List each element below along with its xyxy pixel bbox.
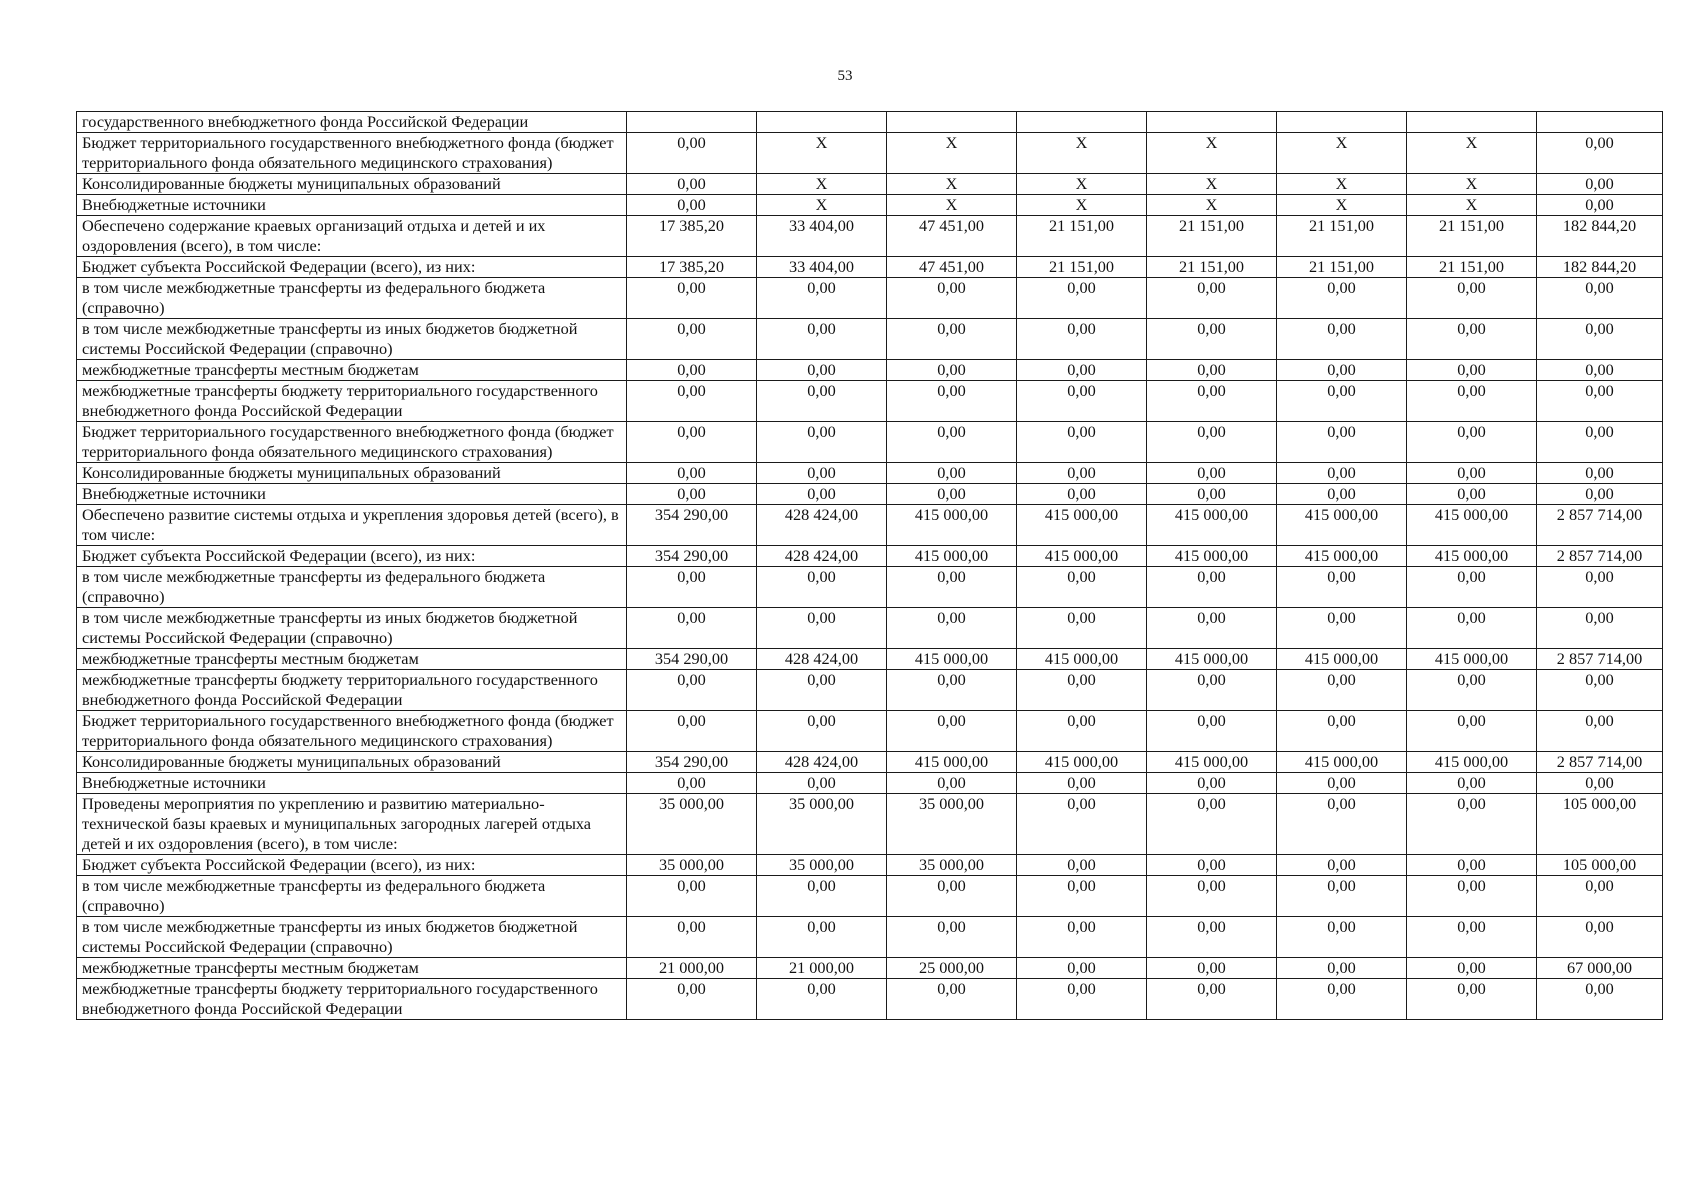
- table-row: [77, 876, 1663, 917]
- value-cell: 0,00: [1277, 876, 1407, 917]
- value-cell: 0,00: [1537, 360, 1663, 381]
- table-row: [77, 381, 1663, 422]
- table-row: [77, 484, 1663, 505]
- value-cell: 0,00: [1407, 608, 1537, 649]
- row-label: в том числе межбюджетные трансферты из федерального бюджета (справочно): [77, 876, 627, 917]
- value-cell: X: [1277, 195, 1407, 216]
- value-cell: 0,00: [1017, 670, 1147, 711]
- value-cell: 428 424,00: [757, 649, 887, 670]
- value-cell: 0,00: [1407, 876, 1537, 917]
- value-cell: 0,00: [627, 463, 757, 484]
- value-cell: 47 451,00: [887, 257, 1017, 278]
- value-cell: 0,00: [1147, 794, 1277, 855]
- value-cell: 21 151,00: [1277, 216, 1407, 257]
- value-cell: 33 404,00: [757, 257, 887, 278]
- table-row: [77, 649, 1663, 670]
- value-cell: 0,00: [1017, 794, 1147, 855]
- value-cell: 0,00: [1537, 484, 1663, 505]
- value-cell: 415 000,00: [1277, 505, 1407, 546]
- table-row: [77, 319, 1663, 360]
- value-cell: 0,00: [627, 567, 757, 608]
- value-cell: 0,00: [1147, 876, 1277, 917]
- table-row: [77, 773, 1663, 794]
- table-row: [77, 670, 1663, 711]
- value-cell: 0,00: [1277, 917, 1407, 958]
- value-cell: 0,00: [1147, 711, 1277, 752]
- value-cell: 0,00: [1537, 711, 1663, 752]
- value-cell: 354 290,00: [627, 546, 757, 567]
- table-row: [77, 855, 1663, 876]
- value-cell: 415 000,00: [1147, 546, 1277, 567]
- value-cell: 0,00: [1147, 608, 1277, 649]
- value-cell: 0,00: [757, 608, 887, 649]
- value-cell: 0,00: [1017, 360, 1147, 381]
- value-cell: 415 000,00: [1277, 649, 1407, 670]
- value-cell: 0,00: [887, 278, 1017, 319]
- value-cell: 0,00: [1407, 422, 1537, 463]
- value-cell: 0,00: [887, 876, 1017, 917]
- row-label: государственного внебюджетного фонда Российской Федерации: [77, 112, 627, 133]
- value-cell: 0,00: [757, 360, 887, 381]
- value-cell: 0,00: [1277, 670, 1407, 711]
- value-cell: 0,00: [627, 360, 757, 381]
- value-cell: 35 000,00: [887, 794, 1017, 855]
- table-row: [77, 505, 1663, 546]
- page-number: 53: [837, 68, 853, 84]
- value-cell: 67 000,00: [1537, 958, 1663, 979]
- row-label: Бюджет территориального государственного внебюджетного фонда (бюджет территориального фонда обязательного медицинского страхования): [77, 133, 627, 174]
- value-cell: 0,00: [1407, 567, 1537, 608]
- value-cell: X: [1407, 133, 1537, 174]
- value-cell: 33 404,00: [757, 216, 887, 257]
- value-cell: 35 000,00: [887, 855, 1017, 876]
- value-cell: 0,00: [1537, 319, 1663, 360]
- value-cell: 0,00: [887, 319, 1017, 360]
- value-cell: [1537, 112, 1663, 133]
- value-cell: 415 000,00: [887, 505, 1017, 546]
- value-cell: 0,00: [887, 608, 1017, 649]
- table-row: [77, 360, 1663, 381]
- table-row: [77, 463, 1663, 484]
- value-cell: 0,00: [1147, 979, 1277, 1020]
- value-cell: 0,00: [1147, 278, 1277, 319]
- row-label: Проведены мероприятия по укреплению и развитию материально-технической базы краевых и муниципальных загородных лагерей отдыха детей и их оздоровления (всего), в том числе:: [77, 794, 627, 855]
- table-row: [77, 567, 1663, 608]
- table-row: [77, 112, 1663, 133]
- value-cell: 415 000,00: [1147, 752, 1277, 773]
- row-label: Бюджет территориального государственного внебюджетного фонда (бюджет территориального фонда обязательного медицинского страхования): [77, 711, 627, 752]
- value-cell: 415 000,00: [1407, 649, 1537, 670]
- row-label: в том числе межбюджетные трансферты из иных бюджетов бюджетной системы Российской Федерации (справочно): [77, 608, 627, 649]
- value-cell: 0,00: [1147, 855, 1277, 876]
- value-cell: 415 000,00: [1017, 649, 1147, 670]
- value-cell: 0,00: [627, 917, 757, 958]
- value-cell: 0,00: [1277, 773, 1407, 794]
- value-cell: 0,00: [1537, 174, 1663, 195]
- value-cell: 0,00: [1537, 133, 1663, 174]
- value-cell: 105 000,00: [1537, 794, 1663, 855]
- value-cell: 0,00: [757, 567, 887, 608]
- value-cell: X: [1407, 195, 1537, 216]
- value-cell: 354 290,00: [627, 505, 757, 546]
- value-cell: 415 000,00: [1407, 546, 1537, 567]
- row-label: в том числе межбюджетные трансферты из федерального бюджета (справочно): [77, 278, 627, 319]
- value-cell: 415 000,00: [1407, 752, 1537, 773]
- value-cell: [1407, 112, 1537, 133]
- value-cell: 0,00: [887, 422, 1017, 463]
- table-row: [77, 257, 1663, 278]
- value-cell: 0,00: [1277, 381, 1407, 422]
- value-cell: 0,00: [1147, 484, 1277, 505]
- value-cell: [757, 112, 887, 133]
- value-cell: 0,00: [887, 567, 1017, 608]
- value-cell: 0,00: [1017, 773, 1147, 794]
- value-cell: 415 000,00: [1407, 505, 1537, 546]
- value-cell: X: [1017, 133, 1147, 174]
- value-cell: 0,00: [1407, 381, 1537, 422]
- value-cell: 0,00: [1277, 567, 1407, 608]
- value-cell: 0,00: [1537, 876, 1663, 917]
- budget-table: [76, 111, 1663, 1020]
- value-cell: 21 151,00: [1017, 216, 1147, 257]
- value-cell: 21 000,00: [757, 958, 887, 979]
- value-cell: 2 857 714,00: [1537, 649, 1663, 670]
- value-cell: 0,00: [1407, 463, 1537, 484]
- value-cell: 35 000,00: [627, 794, 757, 855]
- value-cell: 47 451,00: [887, 216, 1017, 257]
- value-cell: 0,00: [1147, 360, 1277, 381]
- row-label: Бюджет субъекта Российской Федерации (всего), из них:: [77, 855, 627, 876]
- row-label: межбюджетные трансферты бюджету территориального государственного внебюджетного фонда Российской Федерации: [77, 381, 627, 422]
- value-cell: 0,00: [757, 773, 887, 794]
- value-cell: 0,00: [1017, 876, 1147, 917]
- value-cell: 0,00: [887, 381, 1017, 422]
- table-row: [77, 133, 1663, 174]
- value-cell: 0,00: [1017, 463, 1147, 484]
- table-row: [77, 174, 1663, 195]
- value-cell: 21 151,00: [1277, 257, 1407, 278]
- value-cell: 25 000,00: [887, 958, 1017, 979]
- value-cell: [1147, 112, 1277, 133]
- value-cell: 0,00: [1017, 381, 1147, 422]
- value-cell: 2 857 714,00: [1537, 546, 1663, 567]
- row-label: Внебюджетные источники: [77, 773, 627, 794]
- value-cell: 0,00: [627, 876, 757, 917]
- value-cell: 0,00: [627, 133, 757, 174]
- row-label: Консолидированные бюджеты муниципальных образований: [77, 463, 627, 484]
- value-cell: 415 000,00: [1017, 546, 1147, 567]
- value-cell: 0,00: [887, 484, 1017, 505]
- value-cell: 0,00: [627, 979, 757, 1020]
- value-cell: 0,00: [757, 711, 887, 752]
- value-cell: X: [757, 174, 887, 195]
- row-label: межбюджетные трансферты местным бюджетам: [77, 360, 627, 381]
- value-cell: 354 290,00: [627, 649, 757, 670]
- value-cell: 0,00: [1407, 855, 1537, 876]
- value-cell: 0,00: [757, 463, 887, 484]
- value-cell: 21 151,00: [1147, 257, 1277, 278]
- value-cell: 0,00: [1017, 855, 1147, 876]
- value-cell: 0,00: [1537, 608, 1663, 649]
- row-label: Консолидированные бюджеты муниципальных образований: [77, 752, 627, 773]
- value-cell: 0,00: [1407, 670, 1537, 711]
- table-row: [77, 278, 1663, 319]
- value-cell: 0,00: [1277, 484, 1407, 505]
- row-label: межбюджетные трансферты бюджету территориального государственного внебюджетного фонда Российской Федерации: [77, 979, 627, 1020]
- value-cell: [1277, 112, 1407, 133]
- value-cell: 21 151,00: [1147, 216, 1277, 257]
- value-cell: 415 000,00: [887, 649, 1017, 670]
- value-cell: 0,00: [1277, 463, 1407, 484]
- value-cell: X: [1277, 133, 1407, 174]
- value-cell: 21 151,00: [1407, 216, 1537, 257]
- value-cell: 0,00: [1537, 278, 1663, 319]
- value-cell: 0,00: [757, 670, 887, 711]
- value-cell: 105 000,00: [1537, 855, 1663, 876]
- value-cell: 0,00: [1407, 773, 1537, 794]
- row-label: в том числе межбюджетные трансферты из иных бюджетов бюджетной системы Российской Федерации (справочно): [77, 917, 627, 958]
- value-cell: 0,00: [1407, 484, 1537, 505]
- value-cell: 0,00: [1017, 917, 1147, 958]
- row-label: в том числе межбюджетные трансферты из федерального бюджета (справочно): [77, 567, 627, 608]
- value-cell: 415 000,00: [1147, 649, 1277, 670]
- value-cell: 0,00: [627, 711, 757, 752]
- value-cell: 415 000,00: [1277, 752, 1407, 773]
- value-cell: X: [1147, 174, 1277, 195]
- value-cell: 0,00: [1407, 360, 1537, 381]
- value-cell: 0,00: [1537, 670, 1663, 711]
- value-cell: 0,00: [1147, 567, 1277, 608]
- value-cell: 0,00: [1537, 917, 1663, 958]
- value-cell: 0,00: [1277, 319, 1407, 360]
- value-cell: X: [887, 195, 1017, 216]
- value-cell: 0,00: [1017, 278, 1147, 319]
- value-cell: 182 844,20: [1537, 216, 1663, 257]
- value-cell: 2 857 714,00: [1537, 752, 1663, 773]
- value-cell: 0,00: [1537, 422, 1663, 463]
- value-cell: X: [1017, 195, 1147, 216]
- table-row: [77, 958, 1663, 979]
- value-cell: 0,00: [1407, 958, 1537, 979]
- value-cell: [1017, 112, 1147, 133]
- value-cell: 0,00: [757, 979, 887, 1020]
- row-label: в том числе межбюджетные трансферты из иных бюджетов бюджетной системы Российской Федерации (справочно): [77, 319, 627, 360]
- value-cell: X: [757, 133, 887, 174]
- value-cell: 0,00: [887, 463, 1017, 484]
- value-cell: 0,00: [1017, 979, 1147, 1020]
- value-cell: 0,00: [1407, 711, 1537, 752]
- value-cell: 0,00: [1537, 773, 1663, 794]
- value-cell: 0,00: [887, 360, 1017, 381]
- value-cell: 0,00: [1537, 195, 1663, 216]
- value-cell: 0,00: [887, 979, 1017, 1020]
- value-cell: 0,00: [627, 773, 757, 794]
- value-cell: 0,00: [757, 484, 887, 505]
- row-label: Обеспечено развитие системы отдыха и укрепления здоровья детей (всего), в том числе:: [77, 505, 627, 546]
- value-cell: 415 000,00: [1147, 505, 1277, 546]
- value-cell: 0,00: [757, 319, 887, 360]
- value-cell: 2 857 714,00: [1537, 505, 1663, 546]
- value-cell: 0,00: [1147, 917, 1277, 958]
- value-cell: X: [1147, 195, 1277, 216]
- value-cell: 0,00: [627, 319, 757, 360]
- value-cell: 0,00: [1277, 360, 1407, 381]
- row-label: межбюджетные трансферты местным бюджетам: [77, 958, 627, 979]
- value-cell: 0,00: [1537, 567, 1663, 608]
- value-cell: X: [1407, 174, 1537, 195]
- value-cell: 0,00: [627, 484, 757, 505]
- value-cell: 0,00: [1147, 422, 1277, 463]
- table-row: [77, 794, 1663, 855]
- value-cell: 0,00: [627, 174, 757, 195]
- value-cell: 17 385,20: [627, 257, 757, 278]
- value-cell: 0,00: [1147, 958, 1277, 979]
- table-body: [77, 112, 1663, 1020]
- row-label: Обеспечено содержание краевых организаций отдыха и детей и их оздоровления (всего), в том числе:: [77, 216, 627, 257]
- value-cell: X: [1147, 133, 1277, 174]
- value-cell: 0,00: [1407, 979, 1537, 1020]
- table-row: [77, 979, 1663, 1020]
- row-label: Бюджет территориального государственного внебюджетного фонда (бюджет территориального фонда обязательного медицинского страхования): [77, 422, 627, 463]
- row-label: межбюджетные трансферты бюджету территориального государственного внебюджетного фонда Российской Федерации: [77, 670, 627, 711]
- row-label: Консолидированные бюджеты муниципальных образований: [77, 174, 627, 195]
- value-cell: 0,00: [757, 917, 887, 958]
- value-cell: 35 000,00: [757, 855, 887, 876]
- value-cell: 0,00: [1277, 608, 1407, 649]
- value-cell: 0,00: [1147, 319, 1277, 360]
- value-cell: 0,00: [1537, 381, 1663, 422]
- value-cell: 0,00: [1017, 484, 1147, 505]
- value-cell: 35 000,00: [757, 794, 887, 855]
- value-cell: 0,00: [627, 381, 757, 422]
- table-row: [77, 546, 1663, 567]
- value-cell: 0,00: [1277, 278, 1407, 319]
- value-cell: 0,00: [1017, 319, 1147, 360]
- value-cell: 0,00: [1537, 463, 1663, 484]
- value-cell: 0,00: [627, 278, 757, 319]
- value-cell: 0,00: [1277, 979, 1407, 1020]
- value-cell: 0,00: [757, 381, 887, 422]
- value-cell: 0,00: [1277, 855, 1407, 876]
- value-cell: X: [757, 195, 887, 216]
- value-cell: 0,00: [1277, 794, 1407, 855]
- value-cell: 415 000,00: [1017, 752, 1147, 773]
- value-cell: 0,00: [1407, 794, 1537, 855]
- value-cell: 0,00: [1017, 422, 1147, 463]
- value-cell: 0,00: [1147, 773, 1277, 794]
- value-cell: 17 385,20: [627, 216, 757, 257]
- table-row: [77, 711, 1663, 752]
- table-row: [77, 422, 1663, 463]
- row-label: Бюджет субъекта Российской Федерации (всего), из них:: [77, 257, 627, 278]
- value-cell: 428 424,00: [757, 752, 887, 773]
- value-cell: X: [1017, 174, 1147, 195]
- value-cell: 0,00: [887, 773, 1017, 794]
- value-cell: 428 424,00: [757, 546, 887, 567]
- value-cell: 0,00: [1147, 670, 1277, 711]
- value-cell: 0,00: [1147, 381, 1277, 422]
- value-cell: 415 000,00: [887, 752, 1017, 773]
- value-cell: 0,00: [1147, 463, 1277, 484]
- table-row: [77, 752, 1663, 773]
- value-cell: 0,00: [627, 670, 757, 711]
- value-cell: 0,00: [1407, 319, 1537, 360]
- value-cell: 415 000,00: [887, 546, 1017, 567]
- value-cell: 0,00: [1017, 711, 1147, 752]
- value-cell: 0,00: [627, 195, 757, 216]
- value-cell: [887, 112, 1017, 133]
- value-cell: 0,00: [1017, 567, 1147, 608]
- value-cell: 21 151,00: [1407, 257, 1537, 278]
- value-cell: 21 000,00: [627, 958, 757, 979]
- table-row: [77, 216, 1663, 257]
- value-cell: 428 424,00: [757, 505, 887, 546]
- table-row: [77, 195, 1663, 216]
- value-cell: 0,00: [887, 670, 1017, 711]
- value-cell: X: [1277, 174, 1407, 195]
- row-label: межбюджетные трансферты местным бюджетам: [77, 649, 627, 670]
- value-cell: 0,00: [1407, 917, 1537, 958]
- value-cell: 0,00: [1017, 958, 1147, 979]
- value-cell: 35 000,00: [627, 855, 757, 876]
- value-cell: 0,00: [757, 278, 887, 319]
- value-cell: 0,00: [757, 876, 887, 917]
- value-cell: [627, 112, 757, 133]
- value-cell: 0,00: [757, 422, 887, 463]
- row-label: Бюджет субъекта Российской Федерации (всего), из них:: [77, 546, 627, 567]
- value-cell: 182 844,20: [1537, 257, 1663, 278]
- table-row: [77, 917, 1663, 958]
- value-cell: 0,00: [1017, 608, 1147, 649]
- row-label: Внебюджетные источники: [77, 484, 627, 505]
- value-cell: 415 000,00: [1017, 505, 1147, 546]
- table-row: [77, 608, 1663, 649]
- value-cell: 0,00: [1277, 958, 1407, 979]
- value-cell: 0,00: [887, 711, 1017, 752]
- value-cell: 0,00: [627, 422, 757, 463]
- value-cell: X: [887, 174, 1017, 195]
- value-cell: 0,00: [1277, 422, 1407, 463]
- value-cell: 0,00: [1407, 278, 1537, 319]
- row-label: Внебюджетные источники: [77, 195, 627, 216]
- value-cell: 0,00: [627, 608, 757, 649]
- value-cell: 354 290,00: [627, 752, 757, 773]
- value-cell: 0,00: [1537, 979, 1663, 1020]
- value-cell: X: [887, 133, 1017, 174]
- value-cell: 21 151,00: [1017, 257, 1147, 278]
- value-cell: 0,00: [1277, 711, 1407, 752]
- value-cell: 415 000,00: [1277, 546, 1407, 567]
- value-cell: 0,00: [887, 917, 1017, 958]
